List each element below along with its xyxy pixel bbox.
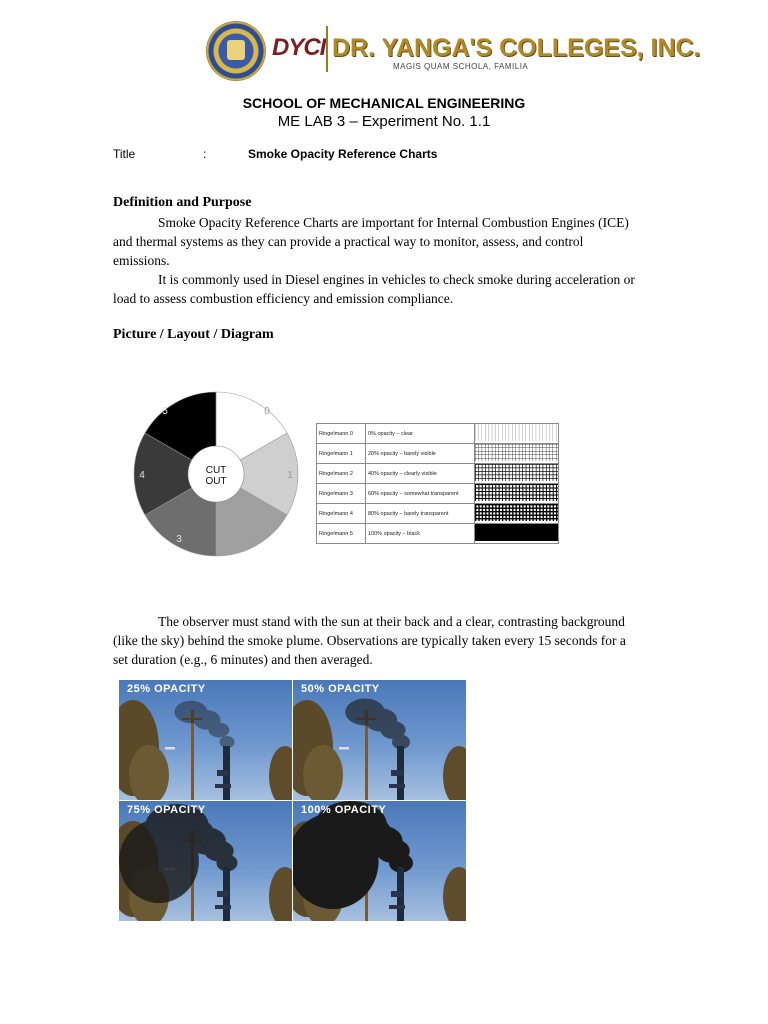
ringelmann-row [317, 464, 559, 484]
smoke-puff [345, 699, 385, 726]
definition-heading: Definition and Purpose [113, 195, 252, 210]
wheel-label-5: 5 [162, 405, 168, 417]
photo-opacity-100 [293, 801, 466, 921]
ringelmann-table [316, 423, 559, 544]
ringelmann-name: Ringelmann 5 [317, 524, 366, 544]
title-label: Title [113, 147, 136, 161]
wheel-label-1: 1 [287, 470, 293, 481]
ringelmann-name: Ringelmann 3 [317, 484, 366, 504]
smoke-opacity-photos [119, 680, 466, 921]
ringelmann-name: Ringelmann 1 [317, 444, 366, 464]
stack-platform-lower [215, 905, 231, 909]
wheel-label-3: 3 [176, 534, 182, 546]
definition-para1-line2: and thermal systems as they can provide a practical way to monitor, assess, and control [113, 234, 584, 249]
smoke-scene [119, 801, 292, 921]
ringelmann-name: Ringelmann 2 [317, 464, 366, 484]
school-name: SCHOOL OF MECHANICAL ENGINEERING [242, 95, 526, 111]
stack-platform-lower [389, 905, 405, 909]
tree-right [269, 867, 292, 921]
ringelmann-row [317, 524, 559, 544]
observation-line2: (like the sky) behind the smoke plume. Observations are typically taken every 15 seconds for a [113, 633, 626, 648]
smoke-opacity-wheel [130, 383, 300, 568]
ringelmann-row [317, 484, 559, 504]
definition-para1-line3: emissions. [113, 253, 170, 268]
ringelmann-row [317, 444, 559, 464]
lab-title: ME LAB 3 – Experiment No. 1.1 [277, 113, 491, 130]
smoke-plume [345, 699, 410, 750]
ringelmann-swatch [475, 444, 558, 461]
photo-opacity-50 [293, 680, 466, 800]
smoke-plume [119, 804, 237, 903]
college-motto: MAGIS QUAM SCHOLA, FAMILIA [393, 62, 529, 71]
ringelmann-name: Ringelmann 4 [317, 504, 366, 524]
stack-platform [217, 891, 229, 897]
smoke-scene [119, 680, 292, 800]
stack-platform [391, 770, 403, 776]
college-name: DR. YANGA'S COLLEGES, INC. [332, 34, 701, 62]
street-lamp [165, 747, 175, 750]
smoke-puff [119, 819, 199, 903]
tree-right [269, 746, 292, 800]
wheel-label-4: 4 [139, 470, 145, 481]
title-colon: : [203, 147, 207, 161]
ringelmann-name: Ringelmann 0 [317, 424, 366, 444]
tree-right [443, 867, 466, 921]
ringelmann-row [317, 424, 559, 444]
title-value: Smoke Opacity Reference Charts [248, 147, 438, 161]
college-seal-logo [207, 22, 265, 80]
stack-platform [217, 770, 229, 776]
logo-divider [326, 26, 328, 72]
definition-para1-line1: Smoke Opacity Reference Charts are important for Internal Combustion Engines (ICE) [158, 215, 629, 230]
stack-platform-lower [215, 784, 231, 788]
smoke-puff [175, 701, 208, 724]
ringelmann-row [317, 504, 559, 524]
smoke-scene [293, 680, 466, 800]
ringelmann-swatch [475, 484, 558, 501]
wheel-center-line1: CUT [205, 465, 227, 476]
wheel-label-0: 0 [264, 405, 270, 417]
definition-para2-line1: It is commonly used in Diesel engines in vehicles to check smoke during acceleration or [158, 272, 635, 287]
observation-line3: set duration (e.g., 6 minutes) and then averaged. [113, 652, 373, 667]
photo-label: 100% OPACITY [301, 804, 387, 816]
wheel-center-line2: OUT [205, 476, 227, 487]
photo-label: 25% OPACITY [127, 683, 206, 695]
photo-opacity-75 [119, 801, 292, 921]
smoke-scene [293, 801, 466, 921]
photo-opacity-25 [119, 680, 292, 800]
ringelmann-description: 60% opacity – somewhat transparent [366, 484, 475, 504]
stack-platform-lower [389, 784, 405, 788]
ringelmann-swatch [475, 504, 558, 521]
ringelmann-swatch [475, 424, 558, 441]
ringelmann-description: 0% opacity – clear [366, 424, 475, 444]
smoke-plume [175, 701, 235, 748]
tree-right [443, 746, 466, 800]
stack-platform [391, 891, 403, 897]
definition-para2-line2: load to assess combustion efficiency and emission compliance. [113, 291, 454, 306]
utility-pole [191, 710, 194, 800]
observation-line1: The observer must stand with the sun at their back and a clear, contrasting background [158, 614, 625, 629]
ringelmann-description: 40% opacity – clearly visible [366, 464, 475, 484]
wheel-label-2: 2 [250, 534, 256, 546]
ringelmann-description: 80% opacity – barely transparent [366, 504, 475, 524]
dyci-logo-mark: DYCI [272, 34, 326, 61]
ringelmann-description: 100% opacity – black [366, 524, 475, 544]
diagram-heading: Picture / Layout / Diagram [113, 327, 274, 342]
photo-label: 50% OPACITY [301, 683, 380, 695]
ringelmann-swatch [475, 464, 558, 481]
photo-label: 75% OPACITY [127, 804, 206, 816]
ringelmann-swatch [475, 524, 558, 541]
street-lamp [339, 747, 349, 750]
ringelmann-description: 20% opacity – barely visible [366, 444, 475, 464]
